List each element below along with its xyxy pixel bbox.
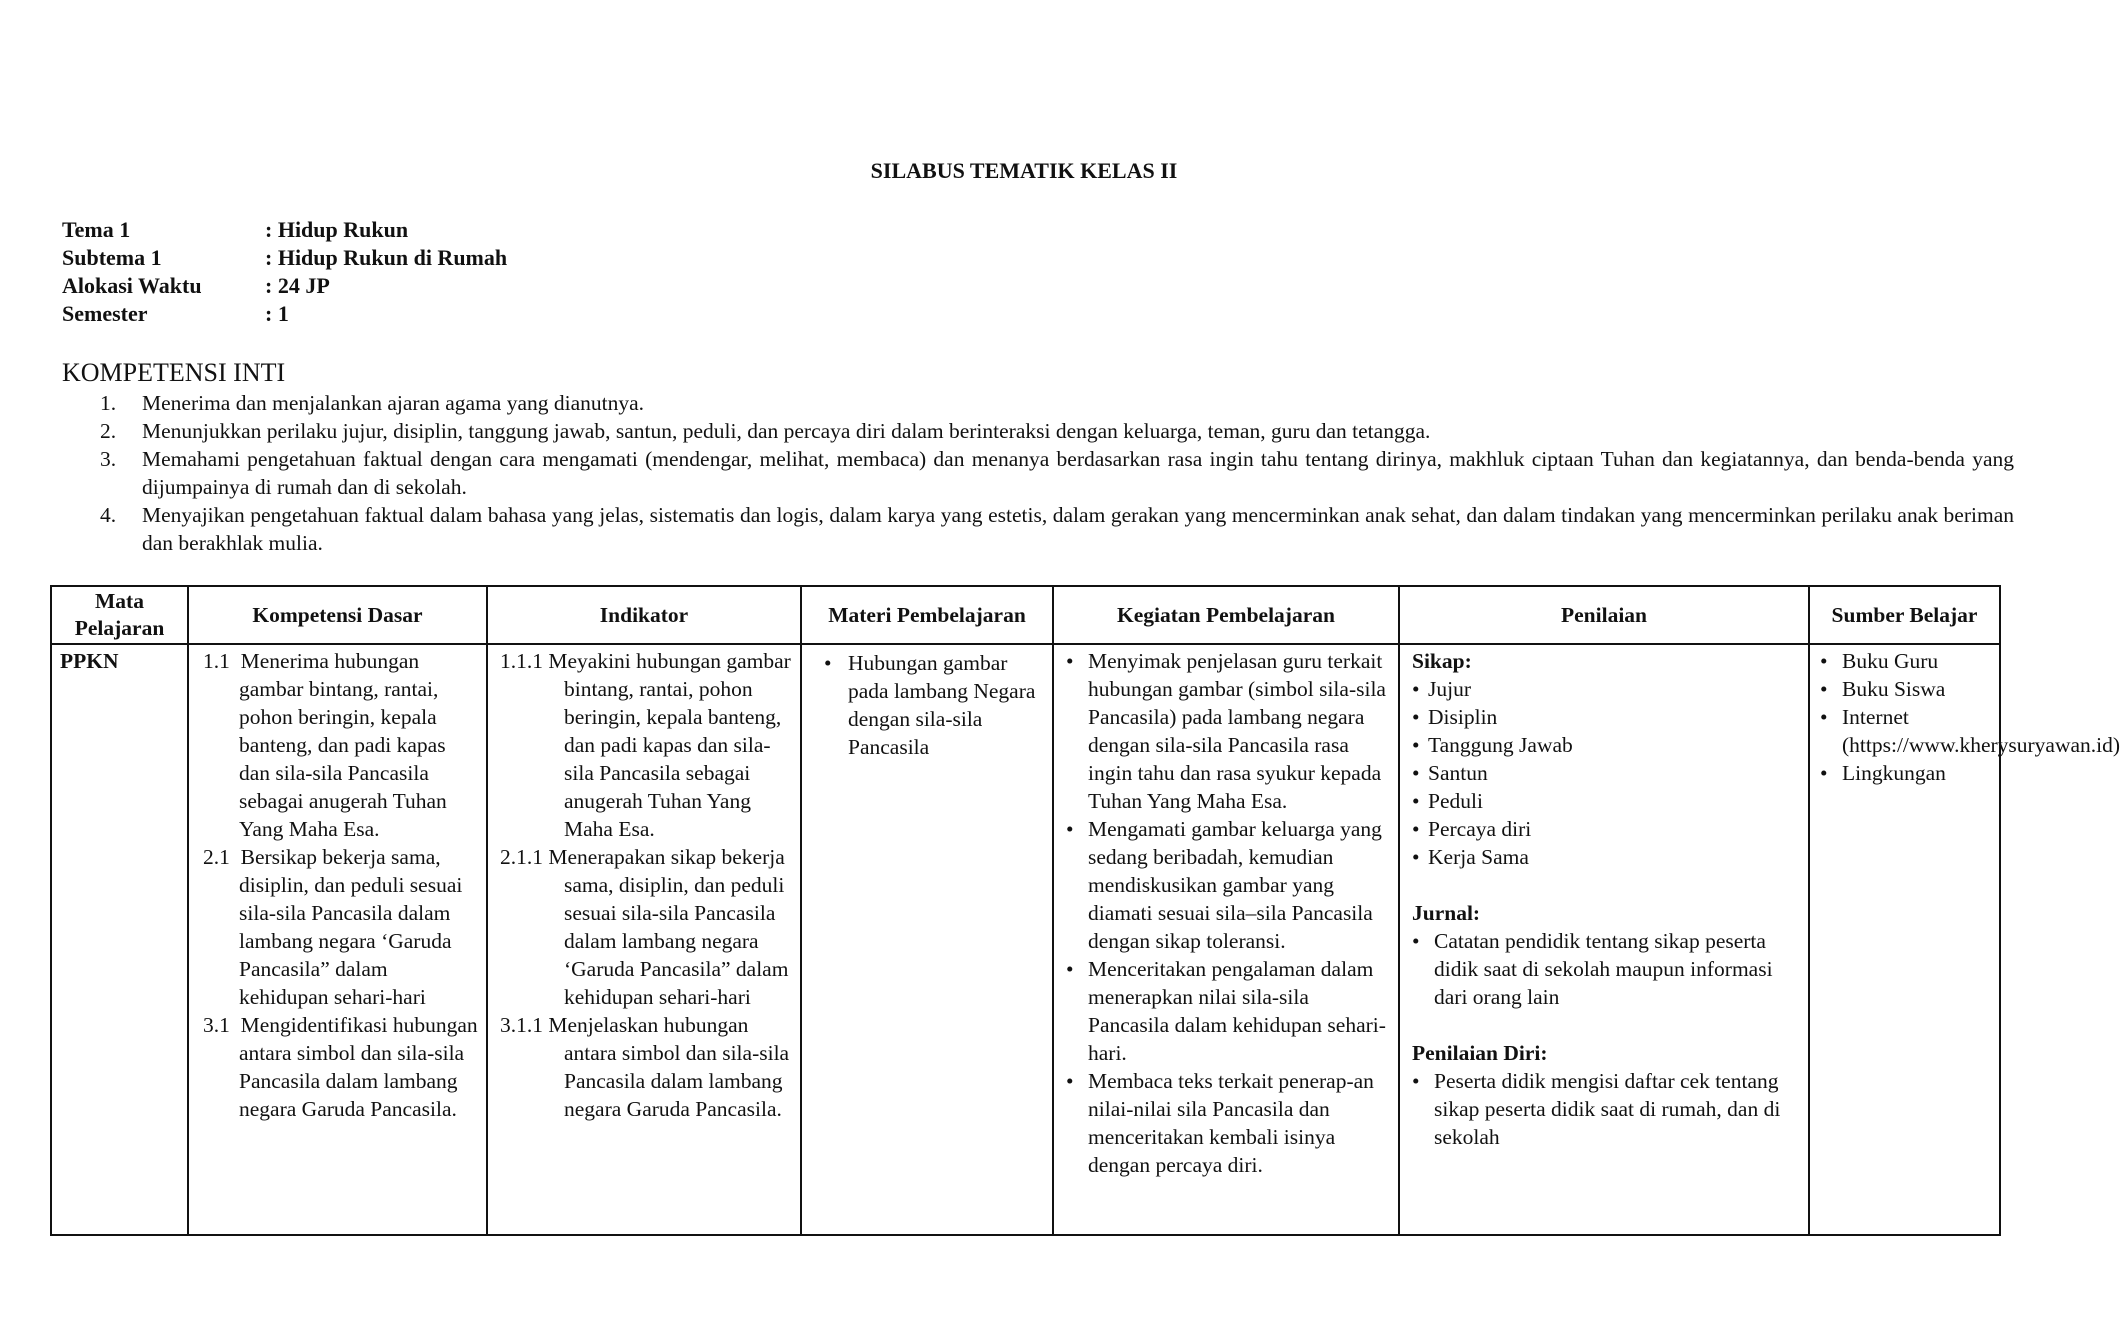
- document-meta: [62, 216, 507, 328]
- penilaian-sikap-heading: Sikap:: [1412, 649, 1472, 673]
- subject-name: PPKN: [60, 649, 119, 673]
- meta-label: Subtema 1: [62, 245, 162, 270]
- header-indikator: Indikator: [487, 586, 801, 644]
- sikap-item: • Disiplin: [1412, 703, 1800, 731]
- ki-item: [100, 445, 2014, 501]
- header-mata-pelajaran: Mata Pelajaran: [51, 586, 188, 644]
- meta-value: : 1: [265, 301, 289, 326]
- ki-item: [100, 501, 2014, 557]
- meta-label: Alokasi Waktu: [62, 273, 202, 298]
- penilaian-jurnal-heading: Jurnal:: [1412, 901, 1481, 925]
- indikator-item: [500, 1011, 792, 1123]
- kd-item: [203, 843, 478, 1011]
- spacer: [1412, 1011, 1800, 1039]
- kegiatan-item: • Mengamati gambar keluarga yang sedang beribadah, kemudian mendiskusikan gambar yang diamati sesuai sila–sila Pancasila dengan sikap toleransi.: [1062, 815, 1390, 955]
- ki-text: Memahami pengetahuan faktual dengan cara mengamati (mendengar, melihat, membaca) dan menanya berdasarkan rasa ingin tahu tentang dirinya, makhluk ciptaan Tuhan dan kegiatannya, dan benda-benda yang dijumpainya di rumah dan di sekolah.: [142, 447, 2014, 499]
- indikator-text: Menjelaskan hubungan antara simbol dan sila-sila Pancasila dalam lambang negara Garuda Pancasila.: [548, 1013, 790, 1121]
- indikator-text: Meyakini hubungan gambar bintang, rantai, pohon beringin, kepala banteng, dan padi kapas dan sila-sila Pancasila sebagai anugerah Tuhan Yang Maha Esa.: [548, 649, 791, 841]
- penilaian-diri-list: [1412, 1067, 1800, 1151]
- sumber-item: • Buku Siswa: [1818, 675, 1991, 703]
- kd-number: 1.1: [203, 649, 230, 673]
- indikator-text: Menerapakan sikap bekerja sama, disiplin, dan peduli sesuai sila-sila Pancasila dalam lambang negara ‘Garuda Pancasila” dalam kehidupan sehari-hari: [548, 845, 789, 1009]
- kd-item: [203, 647, 478, 843]
- kompetensi-inti-heading: KOMPETENSI INTI: [62, 358, 286, 387]
- indikator-item: [500, 647, 792, 843]
- materi-list: [810, 649, 1044, 761]
- document-title: SILABUS TEMATIK KELAS II: [870, 158, 1178, 183]
- indikator-number: 2.1.1: [500, 845, 543, 869]
- ki-number: 2.: [100, 419, 117, 443]
- sumber-item: • Internet (https://www.kherysuryawan.id): [1818, 703, 1991, 759]
- table-header-row: [51, 586, 2000, 644]
- meta-label: Semester: [62, 301, 148, 326]
- syllabus-table: [50, 585, 2120, 1236]
- sikap-item: • Kerja Sama: [1412, 843, 1800, 871]
- meta-row-subtema: [62, 244, 507, 272]
- ki-text: Menerima dan menjalankan ajaran agama yang dianutnya.: [142, 391, 645, 415]
- header-penilaian: Penilaian: [1399, 586, 1809, 644]
- sikap-item: • Peduli: [1412, 787, 1800, 815]
- sikap-item: • Santun: [1412, 759, 1800, 787]
- indikator-number: 3.1.1: [500, 1013, 543, 1037]
- cell-sumber: [1809, 644, 2120, 1235]
- meta-value: : 24 JP: [265, 273, 330, 298]
- kompetensi-inti-list: [100, 389, 2014, 557]
- ki-number: 3.: [100, 447, 117, 471]
- meta-value: : Hidup Rukun: [265, 217, 409, 242]
- table-row: [51, 644, 2000, 1235]
- kd-item: [203, 1011, 478, 1123]
- cell-materi: [801, 644, 1053, 1235]
- materi-item: • Hubungan gambar pada lambang Negara dengan sila-sila Pancasila: [810, 649, 1044, 761]
- meta-value: : Hidup Rukun di Rumah: [265, 245, 508, 270]
- meta-label: Tema 1: [62, 217, 131, 242]
- kd-number: 3.1: [203, 1013, 230, 1037]
- ki-number: 4.: [100, 503, 117, 527]
- kd-number: 2.1: [203, 845, 230, 869]
- kegiatan-item: • Menceritakan pengalaman dalam menerapkan nilai sila-sila Pancasila dalam kehidupan sehari-hari.: [1062, 955, 1390, 1067]
- sikap-item: • Jujur: [1412, 675, 1800, 703]
- penilaian-diri-heading: Penilaian Diri:: [1412, 1041, 1548, 1065]
- kd-text: Menerima hubungan gambar bintang, rantai, pohon beringin, kepala banteng, dan padi kapas dan sila-sila Pancasila sebagai anugerah Tuhan Yang Maha Esa.: [239, 649, 447, 841]
- sumber-item: • Buku Guru: [1818, 647, 1991, 675]
- cell-mata-pelajaran: [51, 644, 188, 1235]
- meta-row-semester: [62, 300, 507, 328]
- header-kegiatan: Kegiatan Pembelajaran: [1053, 586, 1399, 644]
- sumber-list: [1818, 647, 2120, 787]
- header-kompetensi-dasar: Kompetensi Dasar: [188, 586, 487, 644]
- spacer: [1412, 871, 1800, 899]
- ki-item: [100, 417, 2014, 445]
- header-sumber: Sumber Belajar: [1809, 586, 2000, 644]
- penilaian-sikap-list: [1412, 675, 1800, 871]
- sikap-item: • Percaya diri: [1412, 815, 1800, 843]
- sumber-item: • Lingkungan: [1818, 759, 1991, 787]
- meta-row-tema: [62, 216, 507, 244]
- indikator-item: [500, 843, 792, 1011]
- ki-text: Menyajikan pengetahuan faktual dalam bahasa yang jelas, sistematis dan logis, dalam karya yang estetis, dalam gerakan yang mencerminkan anak sehat, dan dalam tindakan yang mencerminkan perilaku anak beriman dan berakhlak mulia.: [142, 503, 2014, 555]
- diri-item: • Peserta didik mengisi daftar cek tentang sikap peserta didik saat di rumah, dan di sekolah: [1412, 1067, 1800, 1151]
- kegiatan-item: • Menyimak penjelasan guru terkait hubungan gambar (simbol sila-sila Pancasila) pada lambang negara dengan sila-sila Pancasila rasa ingin tahu dan rasa syukur kepada Tuhan Yang Maha Esa.: [1062, 647, 1390, 815]
- kegiatan-list: [1062, 647, 1390, 1179]
- ki-text: Menunjukkan perilaku jujur, disiplin, tanggung jawab, santun, peduli, dan percaya diri dalam berinteraksi dengan keluarga, teman, guru dan tetangga.: [142, 419, 1431, 443]
- kd-text: Bersikap bekerja sama, disiplin, dan peduli sesuai sila-sila Pancasila dalam lambang negara ‘Garuda Pancasila” dalam kehidupan sehari-hari: [239, 845, 463, 1009]
- sikap-item: • Tanggung Jawab: [1412, 731, 1800, 759]
- meta-row-alokasi: [62, 272, 507, 300]
- ki-number: 1.: [100, 391, 117, 415]
- penilaian-jurnal-list: [1412, 927, 1800, 1011]
- cell-indikator: [487, 644, 801, 1235]
- cell-kegiatan: [1053, 644, 1399, 1235]
- indikator-number: 1.1.1: [500, 649, 543, 673]
- kd-text: Mengidentifikasi hubungan antara simbol dan sila-sila Pancasila dalam lambang negara Garuda Pancasila.: [239, 1013, 478, 1121]
- cell-kompetensi-dasar: [188, 644, 487, 1235]
- cell-penilaian: [1399, 644, 1809, 1235]
- jurnal-item: • Catatan pendidik tentang sikap peserta didik saat di sekolah maupun informasi dari orang lain: [1412, 927, 1800, 1011]
- ki-item: [100, 389, 2014, 417]
- header-materi: Materi Pembelajaran: [801, 586, 1053, 644]
- kegiatan-item: • Membaca teks terkait penerap-an nilai-nilai sila Pancasila dan menceritakan kembali isinya dengan percaya diri.: [1062, 1067, 1390, 1179]
